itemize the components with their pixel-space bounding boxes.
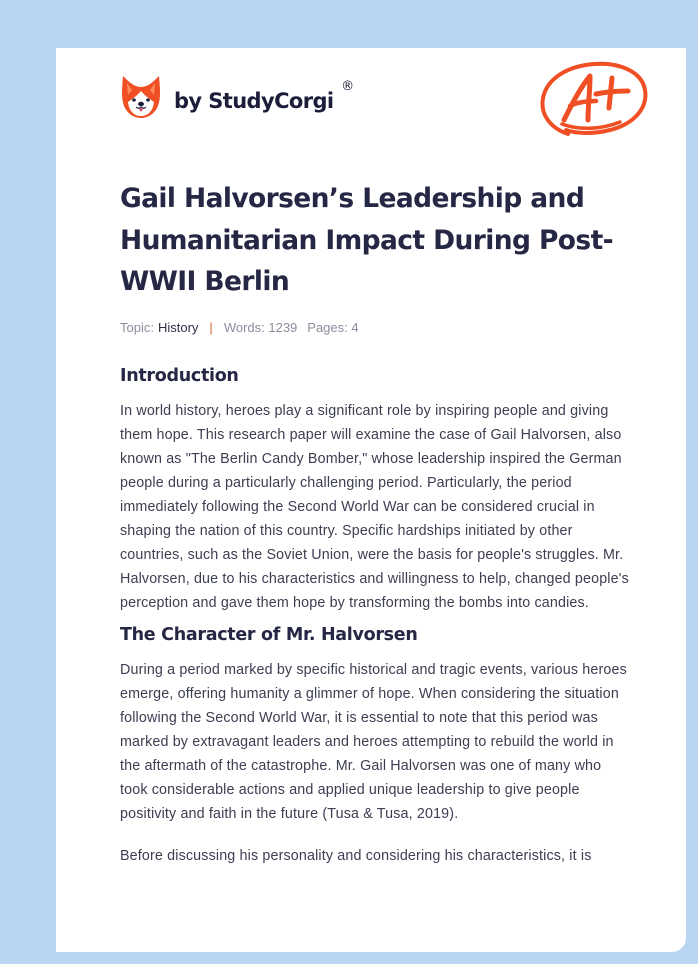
- studycorgi-logo[interactable]: [120, 74, 354, 120]
- topic-label: Topic:: [120, 320, 154, 335]
- document-content: [120, 178, 630, 868]
- section-heading-character: The Character of Mr. Halvorsen: [120, 624, 418, 645]
- meta-separator: |: [209, 320, 213, 335]
- logo-text: by StudyCorgi: [174, 89, 334, 113]
- document-meta: [120, 319, 630, 337]
- header: [56, 48, 686, 168]
- page-count: Pages: 4: [307, 320, 359, 335]
- logo-wordmark: [174, 79, 354, 113]
- a-plus-grade-icon: [538, 58, 650, 140]
- word-count: Words: 1239: [223, 320, 298, 335]
- document-card: [56, 48, 686, 952]
- topic-link[interactable]: History: [157, 320, 199, 335]
- registered-mark: ®: [341, 79, 354, 94]
- paragraph-character-1: During a period marked by specific historical and tragic events, various heroes emerge, offering humanity a glimmer of hope. When considering the situation following the Second World War, it is essential to note that this period was marked by extravagant leaders and heroes attempting to rebuild the world in the aftermath of the catastrophe. Mr. Gail Halvorsen was one of many who took considerable actions and applied unique leadership to give people positivity and faith in the future (Tusa & Tusa, 2019).: [120, 661, 627, 822]
- page-title: Gail Halvorsen’s Leadership and Humanitarian Impact During Post-WWII Berlin: [120, 183, 614, 297]
- paragraph-character-2: Before discussing his personality and considering his characteristics, it is: [120, 847, 592, 864]
- paragraph-introduction: In world history, heroes play a significant role by inspiring people and giving them hope. This research paper will examine the case of Gail Halvorsen, also known as "The Berlin Candy Bomber," whose leadership inspired the German people during a particularly challenging period. Particularly, the period immediately following the Second World War can be considered crucial in shaping the nation of this country. Specific hardships initiated by other countries, such as the Soviet Union, were the basis for people's struggles. Mr. Halvorsen, due to his characteristics and willingness to help, changed people's perception and gave them hope by transforming the bombs into candies.: [120, 402, 629, 611]
- corgi-face-icon: [120, 74, 162, 120]
- section-heading-introduction: Introduction: [120, 365, 239, 386]
